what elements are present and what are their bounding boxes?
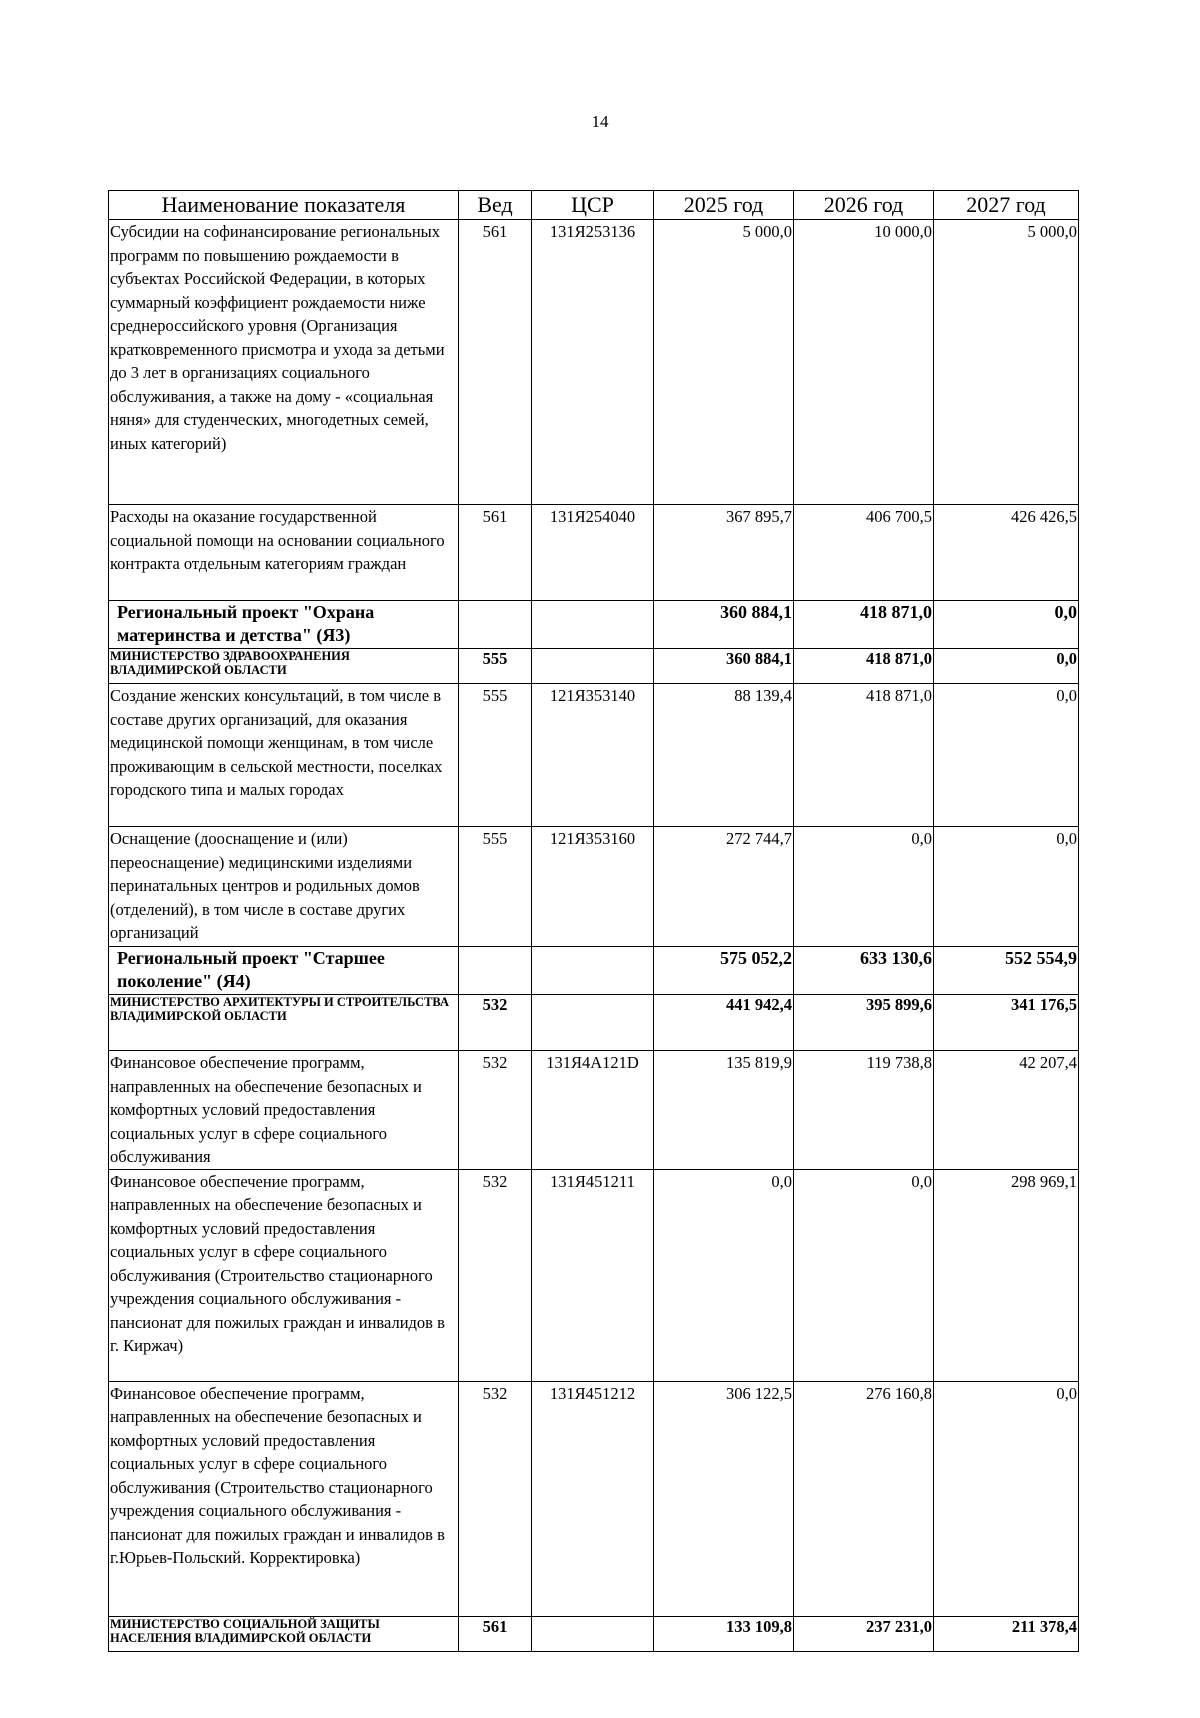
header-2026: 2026 год: [794, 191, 934, 220]
ministry-name: МИНИСТЕРСТВО СОЦИАЛЬНОЙ ЗАЩИТЫ НАСЕЛЕНИЯ ВЛАДИМИРСКОЙ ОБЛАСТИ: [109, 1616, 459, 1651]
row-2027: 42 207,4: [934, 1051, 1079, 1170]
row-2026: 119 738,8: [794, 1051, 934, 1170]
header-ved: Вед: [459, 191, 532, 220]
table-row: [109, 1169, 1079, 1381]
row-ved: 561: [459, 220, 532, 505]
row-csr: 131Я451212: [532, 1381, 654, 1616]
row-ved: 532: [459, 995, 532, 1051]
ministry-name: МИНИСТЕРСТВО ЗДРАВООХРАНЕНИЯ ВЛАДИМИРСКОЙ ОБЛАСТИ: [109, 649, 459, 684]
project-row: [109, 947, 1079, 995]
row-2027: 0,0: [934, 827, 1079, 947]
row-2025: 360 884,1: [654, 649, 794, 684]
row-2027: 298 969,1: [934, 1169, 1079, 1381]
row-name: Финансовое обеспечение программ, направленных на обеспечение безопасных и комфортных условий предоставления социальных услуг в сфере социального обслуживания (Строительство стационарного учреждения социального обслуживания - пансионат для пожилых граждан и инвалидов в г. Киржач): [109, 1169, 459, 1381]
row-ved: 532: [459, 1169, 532, 1381]
row-2026: 418 871,0: [794, 684, 934, 827]
row-2026: 276 160,8: [794, 1381, 934, 1616]
row-ved: 555: [459, 827, 532, 947]
row-csr: [532, 1616, 654, 1651]
row-name: Субсидии на софинансирование региональных программ по повышению рождаемости в субъектах Российской Федерации, в которых суммарный коэффициент рождаемости ниже среднероссийского уровня (Организация кратковременного присмотра и ухода за детьми до 3 лет в организациях социального обслуживания, а также на дому - «социальная няня» для студенческих, многодетных семей, иных категорий): [109, 220, 459, 505]
row-ved: 555: [459, 684, 532, 827]
row-2025: 272 744,7: [654, 827, 794, 947]
header-2025: 2025 год: [654, 191, 794, 220]
row-ved: 555: [459, 649, 532, 684]
row-2027: 341 176,5: [934, 995, 1079, 1051]
row-csr: 131Я4А121D: [532, 1051, 654, 1170]
header-2027: 2027 год: [934, 191, 1079, 220]
ministry-row: [109, 995, 1079, 1051]
row-2025: 306 122,5: [654, 1381, 794, 1616]
row-csr: 131Я254040: [532, 505, 654, 601]
row-2026: 406 700,5: [794, 505, 934, 601]
row-csr: 131Я451211: [532, 1169, 654, 1381]
row-name: Расходы на оказание государственной социальной помощи на основании социального контракта отдельным категориям граждан: [109, 505, 459, 601]
row-2025: 360 884,1: [654, 601, 794, 649]
table-row: [109, 1381, 1079, 1616]
row-csr: 131Я253136: [532, 220, 654, 505]
row-name: Финансовое обеспечение программ, направленных на обеспечение безопасных и комфортных условий предоставления социальных услуг в сфере социального обслуживания: [109, 1051, 459, 1170]
row-name: Финансовое обеспечение программ, направленных на обеспечение безопасных и комфортных условий предоставления социальных услуг в сфере социального обслуживания (Строительство стационарного учреждения социального обслуживания - пансионат для пожилых граждан и инвалидов в г.Юрьев-Польский. Корректировка): [109, 1381, 459, 1616]
header-name: Наименование показателя: [109, 191, 459, 220]
row-ved: 532: [459, 1051, 532, 1170]
row-2025: 441 942,4: [654, 995, 794, 1051]
row-2027: 0,0: [934, 601, 1079, 649]
ministry-row: [109, 1616, 1079, 1651]
row-2027: 5 000,0: [934, 220, 1079, 505]
ministry-name: МИНИСТЕРСТВО АРХИТЕКТУРЫ И СТРОИТЕЛЬСТВА ВЛАДИМИРСКОЙ ОБЛАСТИ: [109, 995, 459, 1051]
table-row: [109, 684, 1079, 827]
row-csr: 121Я353160: [532, 827, 654, 947]
row-csr: [532, 649, 654, 684]
header-csr: ЦСР: [532, 191, 654, 220]
row-2026: 633 130,6: [794, 947, 934, 995]
row-2026: 418 871,0: [794, 601, 934, 649]
row-2025: 367 895,7: [654, 505, 794, 601]
row-2025: 133 109,8: [654, 1616, 794, 1651]
row-ved: [459, 947, 532, 995]
row-name: Оснащение (дооснащение и (или) переоснащение) медицинскими изделиями перинатальных центров и родильных домов (отделений), в том числе в составе других организаций: [109, 827, 459, 947]
row-2026: 0,0: [794, 827, 934, 947]
row-2025: 5 000,0: [654, 220, 794, 505]
table-row: [109, 505, 1079, 601]
row-2027: 0,0: [934, 1381, 1079, 1616]
row-2027: 426 426,5: [934, 505, 1079, 601]
row-2026: 0,0: [794, 1169, 934, 1381]
row-2025: 135 819,9: [654, 1051, 794, 1170]
row-2027: 211 378,4: [934, 1616, 1079, 1651]
row-ved: 532: [459, 1381, 532, 1616]
row-ved: 561: [459, 505, 532, 601]
table-header-row: [109, 191, 1079, 220]
row-2027: 552 554,9: [934, 947, 1079, 995]
table-row: [109, 827, 1079, 947]
row-2026: 10 000,0: [794, 220, 934, 505]
row-2027: 0,0: [934, 649, 1079, 684]
row-2025: 0,0: [654, 1169, 794, 1381]
project-name: Региональный проект "Старшее поколение" (Я4): [109, 947, 459, 995]
row-2026: 418 871,0: [794, 649, 934, 684]
row-csr: [532, 995, 654, 1051]
ministry-row: [109, 649, 1079, 684]
row-csr: [532, 601, 654, 649]
row-2027: 0,0: [934, 684, 1079, 827]
budget-table: [108, 190, 1079, 1652]
table-row: [109, 220, 1079, 505]
row-2025: 88 139,4: [654, 684, 794, 827]
row-2026: 237 231,0: [794, 1616, 934, 1651]
row-name: Создание женских консультаций, в том числе в составе других организаций, для оказания медицинской помощи женщинам, в том числе проживающим в сельской местности, поселках городского типа и малых городах: [109, 684, 459, 827]
row-2026: 395 899,6: [794, 995, 934, 1051]
row-csr: 121Я353140: [532, 684, 654, 827]
row-ved: [459, 601, 532, 649]
page-number: 14: [591, 112, 609, 131]
project-name: Региональный проект "Охрана материнства и детства" (Я3): [109, 601, 459, 649]
project-row: [109, 601, 1079, 649]
row-csr: [532, 947, 654, 995]
row-2025: 575 052,2: [654, 947, 794, 995]
table-row: [109, 1051, 1079, 1170]
row-ved: 561: [459, 1616, 532, 1651]
